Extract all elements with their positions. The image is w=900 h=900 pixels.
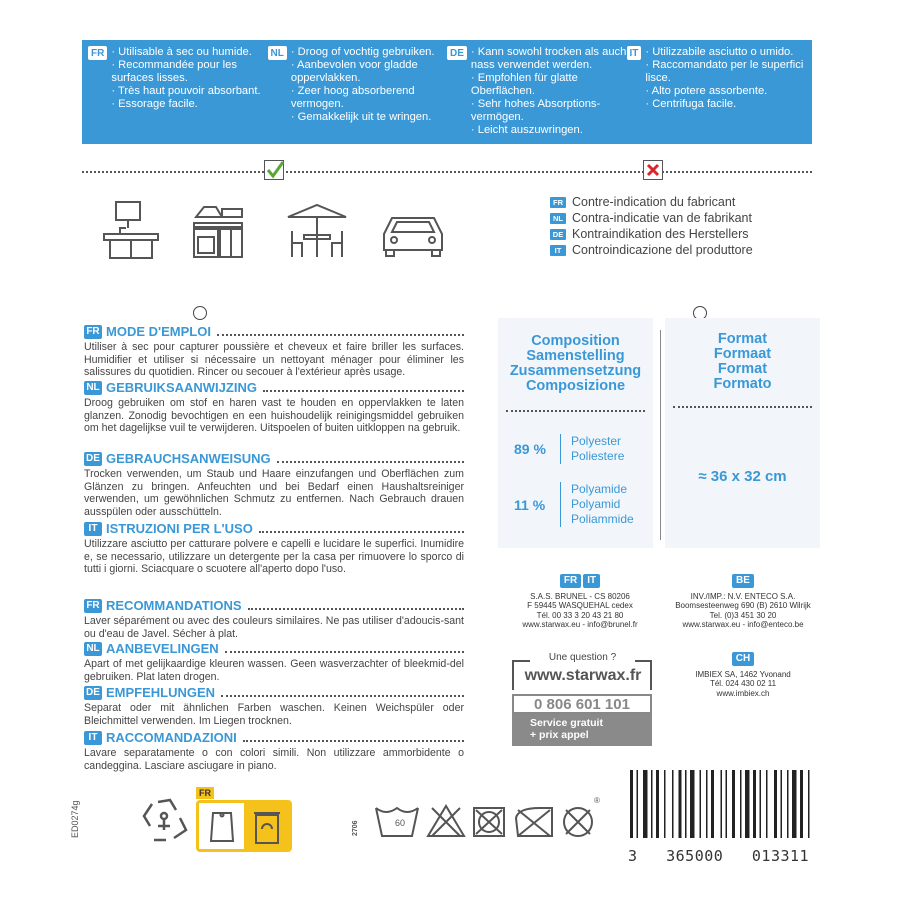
hanging-hole-left: [193, 306, 207, 320]
section-title: RECOMMANDATIONS: [106, 598, 242, 613]
material-name: Polyamide: [571, 482, 628, 496]
triman-tag: FR: [196, 787, 214, 799]
sorting-info: [196, 800, 292, 852]
address-ch: [668, 652, 818, 698]
composition-divider: [506, 410, 645, 412]
leader-dots: [277, 455, 464, 463]
barcode-bar: [711, 770, 714, 838]
format-value: ≈ 36 x 32 cm: [698, 468, 787, 485]
contraindication-list: [550, 194, 753, 258]
section-heading: [84, 521, 464, 536]
barcode-bars: [626, 770, 810, 840]
section-text: Separat oder mit ähnlichen Farben waschen. Keinen Weichspüler oder Bleichmittel verwenden. Im Liegen trocknen.: [84, 702, 464, 727]
barcode-bar: [792, 770, 797, 838]
banner-item: · Empfohlen für glatte Oberflächen.: [470, 72, 578, 97]
composition-rows: [498, 434, 653, 527]
barcode-bar: [672, 770, 674, 838]
section-text: Droog gebruiken om stof en haren vast te houden en oppervlakken te laten glanzen. Zonodig bevochtigen en een huishoudelijk reinigingsmiddel gebruiken om het dagelijkse vuil te verwijderen. Uitspoelen of buiten uitkloppen na gebruik.: [84, 397, 464, 435]
address-line: Tél. 00 33 3 20 43 21 80: [536, 610, 624, 620]
barcode: [626, 770, 810, 865]
barcode-bar: [774, 770, 777, 838]
sorting-left: [199, 803, 244, 849]
section-de: [84, 451, 464, 518]
panel-divider: [660, 330, 661, 540]
question-label: Une question ?: [530, 652, 635, 663]
address-line: IMBIEX SA, 1462 Yvonand: [695, 669, 791, 679]
address-line: www.starwax.eu - info@brunel.fr: [522, 620, 638, 629]
address-tags: [668, 574, 818, 588]
material-name: Poliestere: [571, 449, 625, 463]
lang-tag: IT: [627, 46, 642, 60]
section-fr: [84, 324, 464, 379]
contraindication-item: [550, 210, 753, 226]
leader-dots: [221, 689, 464, 697]
lang-tag: DE: [550, 229, 566, 240]
section-title: RACCOMANDAZIONI: [106, 730, 237, 745]
car-icon: [378, 212, 448, 258]
contraindication-text: Contre-indication du fabricant: [572, 195, 736, 209]
section-title: EMPFEHLUNGEN: [106, 685, 216, 700]
barcode-bar: [766, 770, 768, 838]
composition-title: Composition: [531, 333, 620, 349]
recycle-bin-icon: [252, 807, 282, 845]
section-title: GEBRUIKSAANWIJZING: [106, 380, 257, 395]
lang-tag: NL: [268, 46, 287, 60]
banner-item: · Gemakkelijk uit te wringen.: [290, 111, 432, 123]
contraindication-item: [550, 194, 753, 210]
banner-column-de: [447, 46, 627, 144]
phone-number[interactable]: [512, 694, 652, 714]
check-icon: [265, 161, 285, 181]
section-text: Laver séparément ou avec des couleurs similaires. Ne pas utiliser d'adoucis-sant ou d'eau de Javel. Sécher à plat.: [84, 615, 464, 640]
barcode-bar: [781, 770, 783, 838]
lang-tag: NL: [84, 381, 102, 395]
barcode-bar: [800, 770, 803, 838]
material-name: Polyamid: [571, 497, 621, 511]
lang-tag: FR: [84, 325, 102, 339]
lang-tag: IT: [84, 522, 102, 536]
barcode-bar: [685, 770, 687, 838]
cross-mark-box: [643, 160, 663, 180]
leader-dots: [225, 645, 464, 653]
barcode-bar: [808, 770, 810, 838]
lang-tag: DE: [84, 686, 102, 700]
format-title: Formato: [713, 376, 772, 392]
section-text: Lavare separatamente o con colori simili. Non utilizzare ammorbidente o candeggina. Lasciare asciugare in piano.: [84, 747, 464, 772]
wash-temperature: 60: [394, 818, 405, 828]
section-heading: [84, 324, 464, 339]
composition-row: [498, 434, 653, 464]
lang-tag: DE: [447, 46, 467, 60]
banner-item: · Kann sowohl trocken als auch nass verwendet werden.: [470, 46, 627, 71]
barcode-bar: [787, 770, 789, 838]
composition-row: [498, 482, 653, 527]
format-divider: [673, 406, 812, 408]
barcode-bar: [706, 770, 708, 838]
website-link[interactable]: www.starwax.fr: [524, 667, 642, 684]
address-line: www.imbiex.ch: [716, 688, 770, 698]
lang-tag: FR: [84, 599, 102, 613]
barcode-bar: [656, 770, 659, 838]
leader-dots: [243, 734, 464, 742]
phone-number-text: 0 806 601 101: [534, 695, 630, 713]
section-heading: [84, 730, 464, 745]
banner-item: · Centrifuga facile.: [645, 98, 737, 110]
composition-title: Composizione: [525, 378, 626, 394]
address-line: Tel. (0)3 451 30 20: [709, 610, 777, 620]
banner-item: · Sehr hohes Absorptions-vermögen.: [470, 98, 601, 123]
side-code: ED0274g: [70, 800, 80, 838]
section-it: [84, 730, 464, 772]
cross-icon: [644, 161, 662, 179]
barcode-bar: [726, 770, 728, 838]
lang-tag: IT: [84, 731, 102, 745]
section-heading: [84, 380, 464, 395]
barcode-bar: [664, 770, 666, 838]
section-fr: [84, 598, 464, 640]
address-line: www.starwax.eu - info@enteco.be: [682, 620, 804, 629]
barcode-bar: [643, 770, 648, 838]
lang-tag: FR: [88, 46, 107, 60]
section-title: AANBEVELINGEN: [106, 641, 219, 656]
format-title: Format: [717, 361, 768, 377]
section-nl: [84, 380, 464, 435]
material-name: Polyester: [571, 434, 622, 448]
barcode-digits: 3 365000 013311: [628, 847, 810, 865]
banner-column-nl: [268, 46, 448, 144]
leader-dots: [248, 602, 464, 610]
address-line: INV./IMP.: N.V. ENTECO S.A.: [690, 591, 796, 601]
composition-materials: [571, 482, 634, 527]
composition-title: Samenstelling: [526, 348, 625, 364]
format-titles: [665, 332, 820, 392]
address-line: Boomsesteenweg 690 (B) 2610 Wilrijk: [675, 601, 811, 610]
address-fr: [500, 574, 660, 630]
contraindication-item: [550, 242, 753, 258]
banner-item: · Essorage facile.: [111, 98, 198, 110]
section-heading: [84, 451, 464, 466]
check-mark-box: [264, 160, 284, 180]
kitchen-icon: [192, 205, 244, 260]
barcode-bar: [700, 770, 702, 838]
service-line-2: + prix appel: [530, 729, 589, 741]
address-line: Tél. 024 430 02 11: [709, 679, 777, 688]
barcode-bar: [753, 770, 756, 838]
sorting-right: [244, 803, 289, 849]
composition-separator: [560, 482, 561, 527]
lang-tag: NL: [84, 642, 102, 656]
composition-percent: 11 %: [514, 496, 546, 513]
format-title: Formaat: [713, 346, 772, 362]
banner-column-fr: [88, 46, 268, 144]
banner-item: · Zeer hoog absorberend vermogen.: [290, 85, 415, 110]
composition-materials: [571, 434, 624, 464]
features-banner: [82, 40, 812, 144]
contraindication-text: Contra-indicatie van de fabrikant: [572, 211, 752, 225]
format-title: Format: [717, 331, 768, 347]
lang-tag: IT: [550, 245, 566, 256]
triman-icon: [140, 796, 194, 846]
banner-item: · Utilisable à sec ou humide.: [111, 46, 252, 58]
section-text: Utilizzare asciutto per catturare polvere e capelli e lucidare le superfici. Inumidire e, se necessario, utilizzare un detergente per la casa per rimuovere lo sporco di tutti i giorni. Sciacquare o scuotere all'aperto dopo l'uso.: [84, 538, 464, 576]
barcode-bar: [690, 770, 695, 838]
banner-item: · Recommandée pour les surfaces lisses.: [111, 59, 237, 84]
section-text: Apart of met gelijkaardige kleuren wassen. Geen wasverzachter of bleekmid-del gebruiken. Plat laten drogen.: [84, 658, 464, 683]
composition-panel: [498, 318, 653, 548]
service-line-1: Service gratuit: [530, 717, 603, 729]
section-it: [84, 521, 464, 576]
banner-list: [471, 46, 627, 144]
lang-tag: DE: [84, 452, 102, 466]
barcode-bar: [721, 770, 723, 838]
section-text: Utiliser à sec pour capturer poussière et cheveux et faire briller les surfaces. Humidifier et utiliser si nécessaire un nettoyant ménager pour éliminer les salissures du quotidien. Rincer ou secouer à l'extérieur après usage.: [84, 341, 464, 379]
composition-percent: 89 %: [514, 441, 546, 457]
composition-titles: [498, 334, 653, 394]
garden-furniture-icon: [286, 203, 348, 261]
address-line: S.A.S. BRUNEL - CS 80206: [530, 591, 630, 601]
section-heading: [84, 598, 464, 613]
banner-item: · Droog of vochtig gebruiken.: [290, 46, 435, 58]
leader-dots: [259, 525, 464, 533]
barcode-bar: [740, 770, 742, 838]
registered-mark: ®: [594, 796, 600, 805]
packaging-icon: [209, 809, 235, 843]
material-name: Poliammide: [571, 512, 634, 526]
lang-tag: NL: [550, 213, 566, 224]
country-tag: BE: [732, 574, 754, 588]
composition-title: Zusammensetzung: [509, 363, 642, 379]
barcode-bar: [630, 770, 633, 838]
lang-tag: FR: [550, 197, 566, 208]
banner-item: · Raccomandato per le superfici lisce.: [645, 59, 804, 84]
section-title: MODE D'EMPLOI: [106, 324, 211, 339]
composition-separator: [560, 434, 561, 464]
format-panel: [665, 318, 820, 548]
banner-column-it: [627, 46, 807, 144]
barcode-bar: [745, 770, 750, 838]
barcode-bar: [679, 770, 682, 838]
banner-item: · Aanbevolen voor gladde oppervlakken.: [290, 59, 418, 84]
address-tags: [668, 652, 818, 666]
banner-item: · Utilizzabile asciutto o umido.: [645, 46, 794, 58]
barcode-bar: [651, 770, 653, 838]
section-heading: [84, 685, 464, 700]
small-code: 2706: [352, 820, 359, 836]
leader-dots: [263, 384, 464, 392]
barcode-bar: [637, 770, 639, 838]
banner-item: · Très haut pouvoir absorbant.: [111, 85, 261, 97]
banner-list: [111, 46, 267, 144]
section-title: GEBRAUCHSANWEISUNG: [106, 451, 271, 466]
barcode-bar: [760, 770, 762, 838]
banner-item: · Leicht auszuwringen.: [470, 124, 583, 136]
address-line: F 59445 WASQUEHAL cedex: [527, 601, 633, 610]
service-info: [512, 714, 652, 746]
contraindication-text: Controindicazione del produttore: [572, 243, 753, 257]
address-be: [668, 574, 818, 630]
leader-dots: [217, 328, 464, 336]
country-tag: CH: [732, 652, 754, 666]
address-tags: [500, 574, 660, 588]
section-nl: [84, 641, 464, 683]
section-title: ISTRUZIONI PER L'USO: [106, 521, 253, 536]
separator-top: [82, 171, 812, 173]
section-text: Trocken verwenden, um Staub und Haare einzufangen und Oberflächen zum Glänzen zu bringen. Anfeuchten und bei Bedarf einen Haushaltsreiniger verwenden, um gewöhnlichen Schmutz zu entfernen. Nach Gebrauch drauen ausspülen oder ausschütteln.: [84, 468, 464, 518]
section-de: [84, 685, 464, 727]
banner-item: · Alto potere assorbente.: [645, 85, 768, 97]
contraindication-item: [550, 226, 753, 242]
contraindication-text: Kontraindikation des Herstellers: [572, 227, 749, 241]
section-heading: [84, 641, 464, 656]
country-tag: FR: [560, 574, 581, 588]
banner-list: [645, 46, 806, 144]
country-tag: IT: [583, 574, 600, 588]
barcode-bar: [732, 770, 735, 838]
bathroom-icon: [100, 200, 162, 260]
banner-list: [291, 46, 447, 144]
